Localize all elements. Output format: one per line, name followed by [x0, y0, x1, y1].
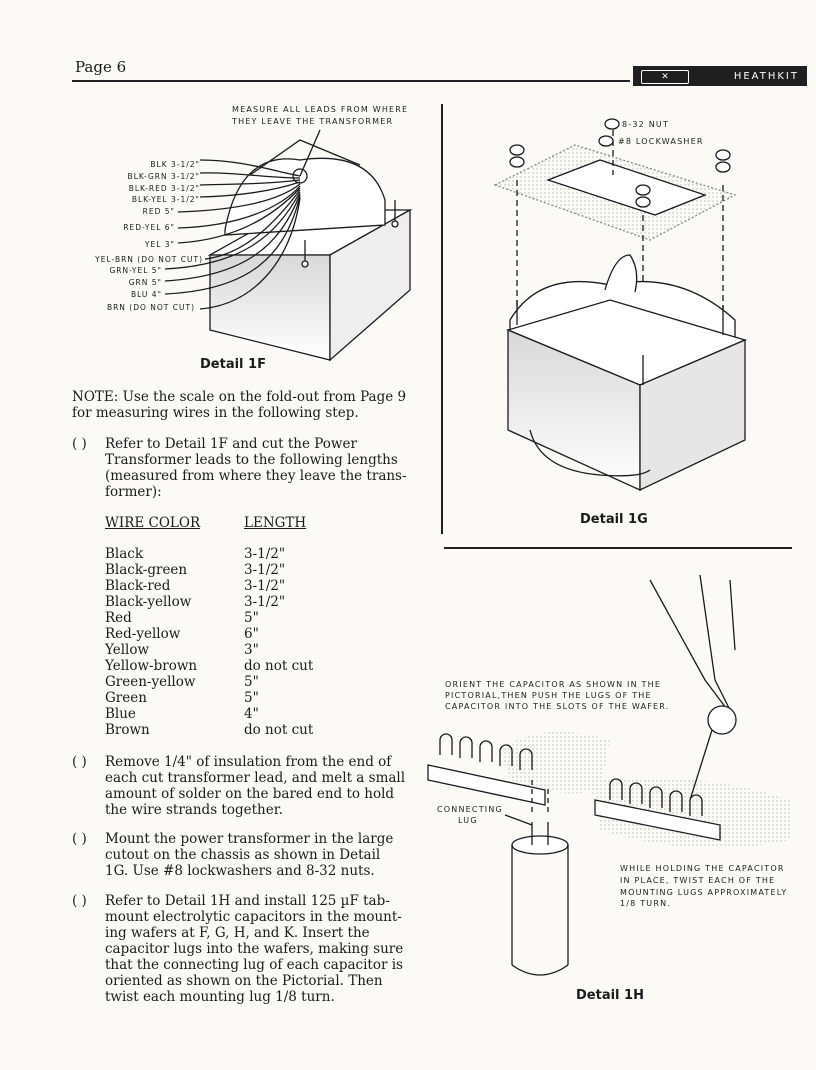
lead-label: BLU 4" [130, 290, 162, 299]
lead-label: RED-YEL 6" [123, 223, 175, 232]
table-row-color: Black-yellow [105, 594, 192, 610]
table-row-length: 3-1/2" [244, 546, 286, 562]
table-row-color: Green [105, 690, 147, 706]
table-row-length: 5" [244, 610, 259, 626]
step-4-line: twist each mounting lug 1/8 turn. [105, 989, 335, 1005]
table-row-length: 3" [244, 642, 259, 658]
table-row-length: 4" [244, 706, 259, 722]
detail-1g-caption: Detail 1G [580, 512, 648, 527]
connecting-lug-label-line2: LUG [458, 816, 478, 825]
step-3-line: 1G. Use #8 lockwashers and 8-32 nuts. [105, 863, 375, 879]
orient-note-line1: ORIENT THE CAPACITOR AS SHOWN IN THE [445, 680, 662, 689]
table-row-color: Yellow-brown [105, 658, 198, 674]
orient-note-line3: CAPACITOR INTO THE SLOTS OF THE WAFER. [445, 702, 670, 711]
measure-note-line1: MEASURE ALL LEADS FROM WHERE [232, 105, 409, 114]
twist-note-line2: IN PLACE, TWIST EACH OF THE [620, 876, 776, 885]
lead-label: BLK 3-1/2" [150, 160, 200, 169]
step-checkbox[interactable]: ( ) [72, 893, 87, 909]
connecting-lug-label-line1: CONNECTING [437, 805, 503, 814]
twist-note-line1: WHILE HOLDING THE CAPACITOR [620, 864, 785, 873]
table-header-wire-color: WIRE COLOR [105, 515, 201, 531]
table-row-color: Brown [105, 722, 150, 738]
lead-label: BLK-YEL 3-1/2" [131, 195, 200, 204]
lead-label: YEL 3" [144, 240, 175, 249]
step-2-line: the wire strands together. [105, 802, 283, 818]
table-row-color: Blue [105, 706, 136, 722]
table-row-color: Red-yellow [105, 626, 181, 642]
step-4-line: oriented as shown on the Pictorial. Then [105, 973, 383, 989]
lead-label: BRN (DO NOT CUT) [106, 303, 195, 312]
twist-note-line3: MOUNTING LUGS APPROXIMATELY [620, 888, 788, 897]
step-1-line: Transformer leads to the following lengths [105, 452, 398, 468]
table-row-length: 3-1/2" [244, 594, 286, 610]
step-checkbox[interactable]: ( ) [72, 831, 87, 847]
table-row-length: 6" [244, 626, 259, 642]
detail-1g-mounting-drawing [495, 119, 745, 490]
lead-label: YEL-BRN (DO NOT CUT) [95, 255, 203, 264]
measure-note-line2: THEY LEAVE THE TRANSFORMER [232, 117, 394, 126]
step-4-line: Refer to Detail 1H and install 125 µF tab- [105, 893, 390, 909]
lead-label: BLK-RED 3-1/2" [128, 184, 200, 193]
step-4-line: that the connecting lug of each capacitor is [105, 957, 403, 973]
lockwasher-label: #8 LOCKWASHER [618, 137, 704, 146]
step-2-line: amount of solder on the bared end to hold [105, 786, 395, 802]
detail-1f-transformer-drawing [165, 130, 410, 360]
table-row-length: 3-1/2" [244, 578, 286, 594]
step-1-line: Refer to Detail 1F and cut the Power [105, 436, 357, 452]
table-row-length: 5" [244, 690, 259, 706]
orient-note-line2: PICTORIAL,THEN PUSH THE LUGS OF THE [445, 691, 652, 700]
heathkit-emblem-icon: ✕ [641, 70, 689, 84]
step-4-line: mount electrolytic capacitors in the mount- [105, 909, 402, 925]
table-row-color: Green-yellow [105, 674, 196, 690]
step-3-line: Mount the power transformer in the large [105, 831, 394, 847]
detail-1f-caption: Detail 1F [200, 357, 266, 372]
lead-label: BLK-GRN 3-1/2" [127, 172, 200, 181]
page-number: Page 6 [75, 58, 127, 76]
table-header-length: LENGTH [244, 515, 307, 531]
lead-label: GRN-YEL 5" [109, 266, 162, 275]
lead-label: RED 5" [142, 207, 175, 216]
note-line2: for measuring wires in the following step. [72, 405, 359, 421]
brand-name: HEATHKIT [733, 70, 799, 82]
step-checkbox[interactable]: ( ) [72, 754, 87, 770]
detail-1h-capacitor-drawing [428, 575, 790, 975]
table-row-length: do not cut [244, 658, 314, 674]
table-row-color: Black [105, 546, 144, 562]
step-checkbox[interactable]: ( ) [72, 436, 87, 452]
table-row-color: Black-red [105, 578, 171, 594]
step-2-line: each cut transformer lead, and melt a small [105, 770, 406, 786]
nut-label: 8-32 NUT [622, 120, 670, 129]
table-row-color: Yellow [105, 642, 150, 658]
step-4-line: capacitor lugs into the wafers, making sure [105, 941, 404, 957]
table-row-color: Red [105, 610, 132, 626]
twist-note-line4: 1/8 TURN. [620, 899, 672, 908]
step-2-line: Remove 1/4" of insulation from the end of [105, 754, 392, 770]
detail-1h-caption: Detail 1H [576, 988, 644, 1003]
table-row-color: Black-green [105, 562, 188, 578]
note-line1: NOTE: Use the scale on the fold-out from Page 9 [72, 389, 407, 405]
step-1-line: former): [105, 484, 162, 500]
table-row-length: 5" [244, 674, 259, 690]
step-1-line: (measured from where they leave the trans- [105, 468, 407, 484]
step-4-line: ing wafers at F, G, H, and K. Insert the [105, 925, 370, 941]
table-row-length: 3-1/2" [244, 562, 286, 578]
table-row-length: do not cut [244, 722, 314, 738]
step-3-line: cutout on the chassis as shown in Detail [105, 847, 381, 863]
lead-label: GRN 5" [128, 278, 162, 287]
